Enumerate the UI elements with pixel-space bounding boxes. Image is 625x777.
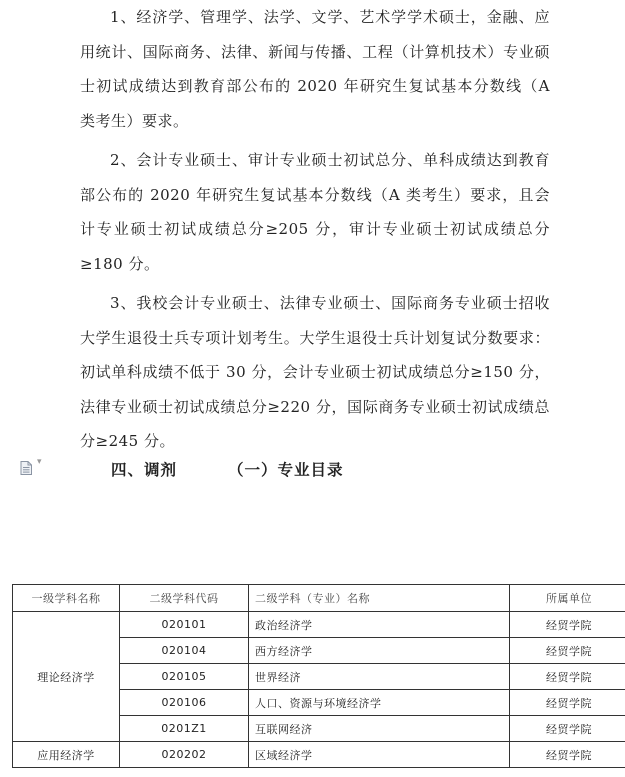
document-icon[interactable]: [20, 460, 32, 474]
paragraph-2-text: 2、会计专业硕士、审计专业硕士初试总分、单科成绩达到教育部公布的 2020 年研究生复试基本分数线（A 类考生）要求，且会计专业硕士初试成绩总分≥205 分，审计专业硕士初试成绩总分≥180 分。: [80, 151, 550, 273]
major-name-cell: 区域经济学: [249, 742, 510, 768]
major-catalog-table: [12, 584, 625, 768]
chevron-down-icon[interactable]: ▾: [37, 457, 42, 467]
major-name-cell: 政治经济学: [249, 612, 510, 638]
paragraph-1-text: 1、经济学、管理学、法学、文学、艺术学学术硕士，金融、应用统计、国际商务、法律、新闻与传播、工程（计算机技术）专业硕士初试成绩达到教育部公布的 2020 年研究生复试基本分数线（A 类考生）要求。: [80, 8, 550, 130]
major-name-cell: 世界经济: [249, 664, 510, 690]
major-name-cell: 人口、资源与环境经济学: [249, 690, 510, 716]
code-cell: 020105: [120, 664, 249, 690]
discipline-cell: 理论经济学: [13, 612, 120, 742]
discipline-cell: 应用经济学: [13, 742, 120, 768]
unit-cell: 经贸学院: [510, 742, 625, 768]
section-subheading: （一）专业目录: [228, 461, 344, 479]
paragraph-1: [80, 0, 550, 138]
paragraph-3-text: 3、我校会计专业硕士、法律专业硕士、国际商务专业硕士招收大学生退役士兵专项计划考生。大学生退役士兵计划复试分数要求：初试单科成绩不低于 30 分，会计专业硕士初试成绩总分≥150 分，法律专业硕士初试成绩总分≥220 分，国际商务专业硕士初试成绩总分≥245 分。: [80, 294, 550, 450]
code-cell: 020106: [120, 690, 249, 716]
table-row: [13, 612, 625, 638]
section-heading: 四、调剂: [111, 461, 178, 479]
major-name-cell: 互联网经济: [249, 716, 510, 742]
major-name-cell: 西方经济学: [249, 638, 510, 664]
code-cell: 020202: [120, 742, 249, 768]
header-discipline: 一级学科名称: [13, 585, 120, 612]
code-cell: 020101: [120, 612, 249, 638]
unit-cell: 经贸学院: [510, 664, 625, 690]
header-code: 二级学科代码: [120, 585, 249, 612]
code-cell: 020104: [120, 638, 249, 664]
unit-cell: 经贸学院: [510, 638, 625, 664]
header-major-name: 二级学科（专业）名称: [249, 585, 510, 612]
header-unit: 所属单位: [510, 585, 625, 612]
unit-cell: 经贸学院: [510, 690, 625, 716]
paragraph-3: [80, 286, 550, 459]
unit-cell: 经贸学院: [510, 716, 625, 742]
table-row: [13, 742, 625, 768]
code-cell: 0201Z1: [120, 716, 249, 742]
unit-cell: 经贸学院: [510, 612, 625, 638]
section-heading-row: [0, 455, 625, 485]
table-header-row: [13, 585, 625, 612]
paragraph-2: [80, 143, 550, 281]
